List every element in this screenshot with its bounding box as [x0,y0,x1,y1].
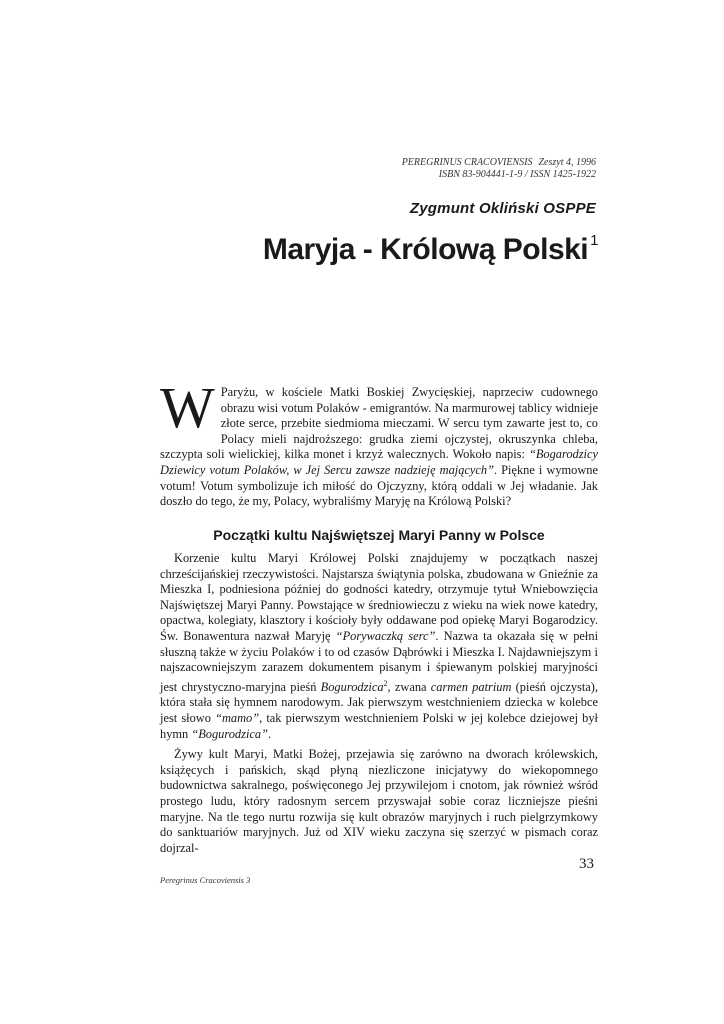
intro-text-1: Paryżu, w kościele Matki Boskiej Zwycięskiej, naprzeciw cudownego obrazu wisi votum Polaków - emigrantów. Na marmurowej tablicy widnieje złote serce, przebite siedmioma mieczami. W sercu tym zawarte jest to, co Polacy mieli najdroższego: grudka ziemi ojczystej, okruszynka chleba, szczypta soli wielickiej, kilka monet i krzyż walecznych. Wokoło napis: [160,385,598,462]
journal-issue: Zeszyt 4, 1996 [538,157,596,168]
paragraph-text: Korzenie kultu Maryi Królowej Polski znajdujemy w początkach naszej chrześcijańskiej rzeczywistości. Najstarsza świątynia polska, zbudowana w Gnieźnie za Mieszka I, podniesiona później do godności katedry, otrzymuje tytuł Wniebowzięcia Najświętszej Maryi Panny. Powstające w średniowieczu z wieku na wiek nowe katedry, opactwa, kolegiaty, klasztory i kościoły były oddawane pod opiekę Maryi Bogarodzicy. Św. Bonawentura nazwał Maryję [160,551,598,643]
paragraph-text: . [267,726,272,741]
drop-cap: W [160,375,215,440]
footnote-marker: 2 [383,678,388,688]
journal-line [196,157,596,169]
journal-header [196,157,596,181]
section-heading: Początki kultu Najświętszej Maryi Panny w Polsce [213,527,545,543]
paragraph-text: , zwana [387,679,431,694]
article-author: Zygmunt Okliński OSPPE [409,200,596,217]
body-paragraph-2: Żywy kult Maryi, Matki Bożej, przejawia się zarówno na dworach królewskich, książęcych i pańskich, skąd płyną niezliczone inicjatywy do wiekopomnego budownictwa sakralnego, poświęconego Jej przywilejom i cnotom, jak również wśród prostego ludu, który radosnym sercem przyswajał sobie coraz liczniejsze pieśni maryjne. Na tle tego nurtu rozwija się kult obrazów maryjnych i ruch pielgrzymkowy do sanktuariów maryjnych. Już od XIV wieku zaczyna się szerzyć w pismach coraz dojrzal- [160,747,598,855]
body-paragraph-1 [160,551,598,742]
intro-quote: “Bogarodzicy Dziewicy votum Polaków, w Jej Sercu zawsze nadzieję mających” [160,447,598,477]
journal-isbn: ISBN 83-904441-1-9 / ISSN 1425-1922 [438,169,596,180]
article-title-block [263,232,598,267]
paragraph-text: (pieśń ojczysta), która stała się hymnem narodowym. Jak pierwszym westchnieniem dziecka w kolebce jest słowo [160,679,599,726]
section-body [160,551,598,856]
italic-term: Bogurodzica [320,679,384,694]
italic-term: carmen patrium [430,679,512,694]
page-footer: Peregrinus Cracoviensis 3 [160,875,251,885]
paragraph-text: , tak pierwszym westchnieniem Polski w jej kolebce dziejowej był hymn [160,711,598,741]
italic-quote: “Porywaczką serc” [335,628,436,643]
title-footnote-marker: 1 [590,232,598,249]
page-number: 33 [579,856,594,872]
intro-text-2: . Piękne i wymowne votum! Votum symbolizuje ich miłość do Ojczyzny, którą oddali w Jej władanie. Jak doszło do tego, że my, Polacy, wybraliśmy Maryję na Królową Polski? [160,462,598,509]
intro-paragraph [160,375,598,510]
italic-quote: “mamo” [215,711,260,726]
article-title: Maryja - Królową Polski [262,233,589,266]
paragraph-text: . Nazwa ta okazała się w pełni słuszną także w życiu Polaków i to od czasów Dąbrówki i Mieszka I. Najdawniejszym i najszacowniejszym zarazem dokumentem pisanym i śpiewanym polskiej maryjności jest chrystyczno-maryjna pieśń [160,628,599,694]
italic-quote: “Bogurodzica” [191,726,268,741]
journal-name: PEREGRINUS CRACOVIENSIS [401,157,533,168]
